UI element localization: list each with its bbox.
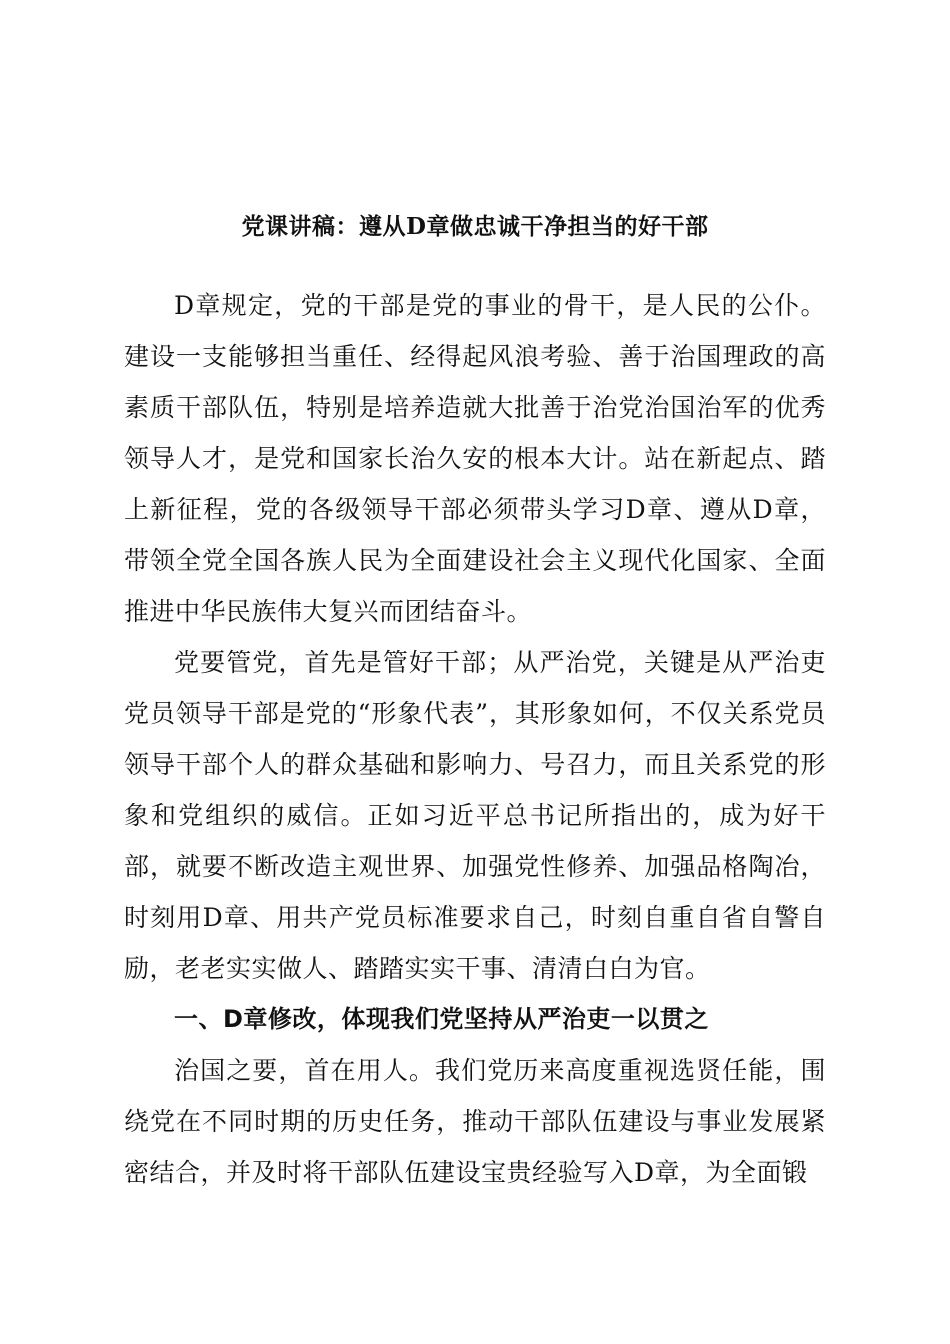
section-heading: 一、D章修改，体现我们党坚持从严治吏一以贯之	[174, 1005, 709, 1033]
section-paragraph: 治国之要，首在用人。我们党历来高度重视选贤任能，围绕党在不同时期的历史任务，推动干部队伍建设与事业发展紧密结合，并及时将干部队伍建设宝贵经验写入D章，为全面锻	[124, 1056, 826, 1187]
paragraph-strict-governance: 党要管党，首先是管好干部；从严治党，关键是从严治吏党员领导干部是党的“形象代表”，其形象如何，不仅关系党员领导干部个人的群众基础和影响力、号召力，而且关系党的形象和党组织的威信。正如习近平总书记所指出的，成为好干部，就要不断改造主观世界、加强党性修养、加强品格陶冶，时刻用D章、用共产党员标准要求自己，时刻自重自省自警自励，老老实实做人、踏踏实实干事、清清白白为官。	[124, 648, 826, 983]
document-title: 党课讲稿：遵从D章做忠诚干净担当的好干部	[241, 213, 709, 240]
paragraph-intro: D章规定，党的干部是党的事业的骨干，是人民的公仆。建设一支能够担当重任、经得起风浪考验、善于治国理政的高素质干部队伍，特别是培养造就大批善于治党治国治军的优秀领导人才，是党和国家长治久安的根本大计。站在新起点、踏上新征程，党的各级领导干部必须带头学习D章、遵从D章，带领全党全国各族人民为全面建设社会主义现代化国家、全面推进中华民族伟大复兴而团结奋斗。	[124, 291, 826, 626]
